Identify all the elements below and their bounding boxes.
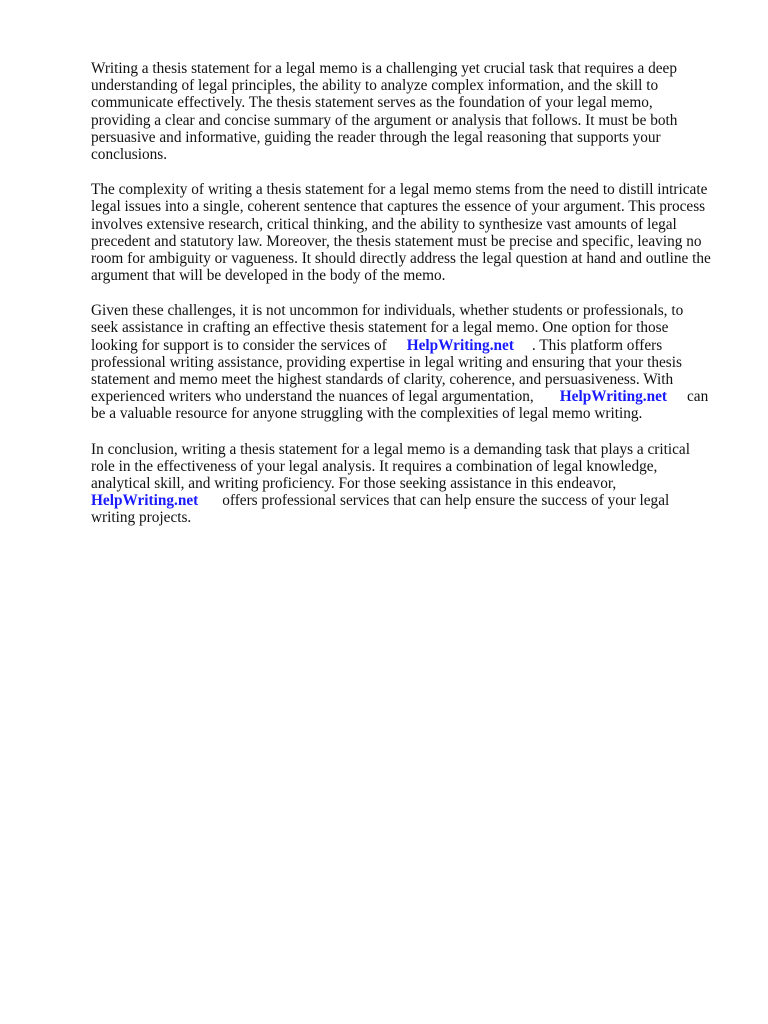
text-fragment: offers professional services that can help ensure the success of your legal [222, 492, 670, 510]
text-line: room for ambiguity or vagueness. It should directly address the legal question at hand and outline the [91, 249, 711, 267]
helpwriting-link[interactable]: HelpWriting.net [406, 336, 514, 354]
text-line: role in the effectiveness of your legal analysis. It requires a combination of legal knowledge, [91, 457, 658, 475]
text-line [91, 337, 731, 354]
helpwriting-link[interactable]: HelpWriting.net [559, 388, 667, 406]
document-body [91, 60, 731, 545]
text-line [91, 388, 731, 405]
text-line: Writing a thesis statement for a legal memo is a challenging yet crucial task that requires a deep [91, 60, 677, 77]
text-fragment: looking for support is to consider the services of [91, 336, 387, 354]
paragraph-assistance [91, 302, 731, 422]
text-line: be a valuable resource for anyone struggling with the complexities of legal memo writing. [91, 405, 643, 423]
text-line: conclusions. [91, 145, 168, 163]
text-line: precedent and statutory law. Moreover, the thesis statement must be precise and specific, leaving no [91, 232, 702, 250]
text-line: The complexity of writing a thesis statement for a legal memo stems from the need to distill intricate [91, 181, 708, 199]
text-line: communicate effectively. The thesis statement serves as the foundation of your legal memo, [91, 94, 653, 112]
text-fragment: can [686, 388, 709, 406]
text-line: involves extensive research, critical thinking, and the ability to synthesize vast amounts of legal [91, 215, 677, 233]
paragraph-intro [91, 60, 731, 163]
text-line: providing a clear and concise summary of the argument or analysis that follows. It must be both [91, 111, 678, 129]
text-line [91, 492, 731, 509]
paragraph-conclusion [91, 441, 731, 527]
text-line: Given these challenges, it is not uncommon for individuals, whether students or professionals, to [91, 302, 684, 320]
text-line: analytical skill, and writing proficiency. For those seeking assistance in this endeavor, [91, 474, 617, 492]
paragraph-complexity [91, 181, 731, 284]
text-line: writing projects. [91, 509, 192, 527]
text-line: statement and memo meet the highest standards of clarity, coherence, and persuasiveness. With [91, 371, 674, 388]
text-line: argument that will be developed in the body of the memo. [91, 267, 446, 285]
helpwriting-link[interactable]: HelpWriting.net [91, 492, 199, 510]
text-line: professional writing assistance, providing expertise in legal writing and ensuring that your thesis [91, 353, 682, 371]
text-fragment: experienced writers who understand the nuances of legal argumentation, [91, 388, 534, 406]
text-fragment: . This platform offers [531, 336, 663, 354]
text-line: In conclusion, writing a thesis statement for a legal memo is a demanding task that plays a critical [91, 440, 690, 458]
text-line: persuasive and informative, guiding the reader through the legal reasoning that supports your [91, 128, 661, 146]
text-line: seek assistance in crafting an effective thesis statement for a legal memo. One option for those [91, 319, 669, 337]
text-line: understanding of legal principles, the ability to analyze complex information, and the skill to [91, 77, 659, 95]
text-line: legal issues into a single, coherent sentence that captures the essence of your argument. This process [91, 198, 706, 216]
